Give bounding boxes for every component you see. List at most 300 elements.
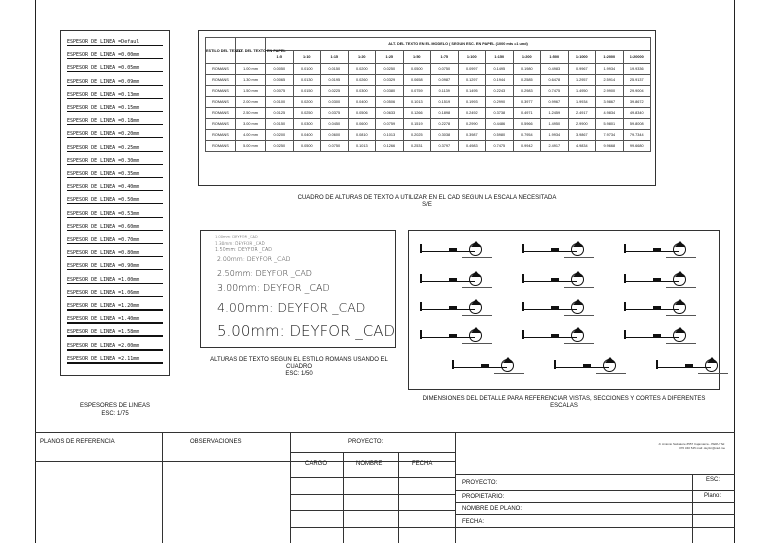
line-weight-sample [67,85,163,86]
value-cell: 0.0150 [293,86,321,97]
table-caption [198,195,656,209]
line-weight-sample [67,362,163,365]
title-block-vline-5 [398,452,399,543]
table-row [206,130,651,141]
height-cell: 3.00 mm [236,119,266,130]
underline [462,257,492,258]
value-cell: 0.0750 [321,141,349,152]
value-cell: 1.4950 [541,119,569,130]
text-style-sample-line: 1.50mm: DEYFOR _CAD [215,248,272,253]
value-cell: 0.0506 [376,97,404,108]
line-weight-label: ESPESOR DE LINEA =2.11mm [67,355,140,362]
propietario-label: PROPIETARIO: [462,494,505,500]
leader-line [625,337,679,338]
style-cell: ROMANS [206,97,236,108]
line-weight-item [67,197,163,204]
detail-reference-symbol [519,325,589,347]
circle-icon [501,359,514,372]
text-style-sample-line: 5.00mm: DEYFOR _CAD [217,322,396,340]
value-cell: 0.3987 [458,130,486,141]
line-weight-sample [67,137,163,138]
value-cell: 3.9867 [596,97,624,108]
line-weight-item [67,131,163,138]
value-cell: 0.0750 [431,64,459,75]
value-cell: 0.0375 [321,108,349,119]
title-block-hline-5 [290,527,455,528]
value-cell: 0.0050 [266,64,294,75]
value-cell: 39.8672 [623,97,651,108]
line-weight-sample [67,217,163,218]
line-weight-sample [67,256,163,257]
value-cell: 2.4917 [541,141,569,152]
value-cell: 0.0100 [293,64,321,75]
scale-header: 1:200 [513,51,541,64]
leader-line [625,251,679,252]
line-weight-label: ESPESOR DE LINEA =0.13mm [67,91,140,98]
line-weight-sample [67,151,163,152]
title-block-vline-6 [692,474,693,543]
underline [564,343,594,344]
value-cell: 0.9967 [568,64,596,75]
value-cell: 0.1495 [486,64,514,75]
underline [462,343,492,344]
value-cell: 0.3797 [431,141,459,152]
table-caption-title: CUADRO DE ALTURAS DE TEXTO A UTILIZAR EN EL CAD SEGUN LA ESCALA NECESITADA [297,195,557,201]
value-cell: 1.2459 [541,108,569,119]
scales-span-header: ALT. DEL TEXTO EN EL MODELO ( SEGUN ESC. EN PAPEL (1000 mts =1 und) [266,38,651,51]
height-cell: 2.00 mm [236,97,266,108]
table-row [206,108,651,119]
line-weight-sample [67,190,163,191]
value-cell: 0.0195 [321,75,349,86]
value-cell: 9.9668 [596,141,624,152]
value-cell: 1.9934 [541,130,569,141]
line-weight-sample [67,296,163,297]
line-weight-sample [67,58,163,59]
leader-line [421,309,475,310]
line-weights-title: ESPESORES DE LINEAS [79,403,151,409]
leader-line [453,367,507,368]
value-cell: 0.4486 [486,119,514,130]
value-cell: 0.6478 [541,75,569,86]
line-weight-sample [67,177,163,178]
underline [494,373,524,374]
value-cell: 0.0225 [321,86,349,97]
underline [564,287,594,288]
line-weight-label: ESPESOR DE LINEA =Defaul [67,39,140,45]
line-weight-label: ESPESOR DE LINEA =1.40mm [67,316,140,323]
label-mark [481,364,489,368]
circle-icon [571,273,584,286]
value-cell: 0.0250 [376,64,404,75]
value-cell: 25.9137 [623,75,651,86]
title-block-hline-3 [290,494,455,495]
leader-line [523,281,577,282]
leader-line [523,337,577,338]
circle-icon [705,359,718,372]
value-cell: 2.9900 [568,119,596,130]
leader-line [523,251,577,252]
style-cell: ROMANS [206,108,236,119]
underline [596,373,626,374]
line-weight-label: ESPESOR DE LINEA =1.06mm [67,289,140,296]
scale-header: 1:2000 [596,51,624,64]
circle-icon [673,273,686,286]
line-weight-label: ESPESOR DE LINEA =0.20mm [67,131,140,138]
value-cell: 0.0400 [348,97,376,108]
value-cell: 1.9934 [596,64,624,75]
col-style-header: ESTILO DEL TEXTO [206,38,236,64]
title-block-divider [35,461,455,462]
value-cell: 0.4983 [541,64,569,75]
table-row [206,97,651,108]
scale-header: 1:25 [376,51,404,64]
line-weight-sample [67,283,163,284]
style-cell: ROMANS [206,86,236,97]
table-row [206,119,651,130]
circle-icon [571,329,584,342]
line-weight-label: ESPESOR DE LINEA =0.53mm [67,210,140,217]
circle-icon [673,243,686,256]
value-cell: 7.9734 [596,130,624,141]
line-weight-sample [67,243,163,244]
scale-header: 1:10 [293,51,321,64]
value-cell: 0.0100 [266,97,294,108]
value-cell: 0.0300 [321,97,349,108]
nombre-label: NOMBRE [356,461,383,467]
fecha-col-label: FECHA [412,461,433,467]
value-cell: 3.9867 [568,130,596,141]
value-cell: 0.4971 [513,108,541,119]
detail-reference-symbol [621,239,691,261]
line-weight-label: ESPESOR DE LINEA =0.60mm [67,223,140,230]
leader-line [523,309,577,310]
value-cell: 0.1944 [486,75,514,86]
value-cell: 0.1519 [431,97,459,108]
proyecto-head-label: PROYECTO: [348,439,384,445]
scale-header: 1:15 [321,51,349,64]
value-cell: 0.0200 [293,97,321,108]
value-cell: 0.2990 [486,97,514,108]
value-cell: 0.2531 [403,141,431,152]
value-cell: 0.0200 [266,130,294,141]
value-cell: 0.7954 [513,130,541,141]
value-cell: 0.7475 [541,86,569,97]
line-weight-sample [67,71,163,72]
scale-header: 1:75 [431,51,459,64]
detail-reference-symbol [519,239,589,261]
value-cell: 0.0810 [348,130,376,141]
value-cell: 1.2957 [568,75,596,86]
underline [666,343,696,344]
detail-reference-symbol [551,355,621,377]
line-weight-sample [67,309,163,311]
scale-header: 1:500 [541,51,569,64]
line-weight-sample [67,203,163,204]
line-weight-label: ESPESOR DE LINEA =0.09mm [67,78,140,85]
underline [462,287,492,288]
line-weight-item [67,105,163,112]
text-style-caption [200,357,398,378]
value-cell: 0.0450 [321,119,349,130]
circle-icon [571,243,584,256]
line-weight-label: ESPESOR DE LINEA =2.00mm [67,342,140,349]
label-mark [551,334,559,338]
height-cell: 5.00 mm [236,141,266,152]
detail-reference-symbol [417,269,487,291]
line-weights-caption [60,402,170,418]
line-weight-item [67,343,163,351]
line-weight-sample [67,230,163,231]
title-block-hline-2 [290,477,455,478]
value-cell: 59.8008 [623,119,651,130]
detail-dimensions-panel [408,230,720,390]
line-weight-item [67,303,163,311]
value-cell: 0.1519 [403,119,431,130]
value-cell: 2.4917 [568,108,596,119]
circle-icon [603,359,616,372]
detail-reference-symbol [621,269,691,291]
value-cell: 0.0329 [376,75,404,86]
line-weight-label: ESPESOR DE LINEA =0.40mm [67,184,140,191]
height-cell: 4.00 mm [236,130,266,141]
col-height-header: ALT. DEL TEXTO EN PAPEL [236,38,266,64]
circle-icon [469,329,482,342]
line-weight-item [67,92,163,99]
text-heights-table [205,37,651,152]
line-weight-sample [67,349,163,351]
underline [462,315,492,316]
line-weight-item [67,329,163,337]
value-cell: 0.0759 [376,119,404,130]
value-cell: 0.0300 [293,119,321,130]
circle-icon [469,273,482,286]
text-style-sample-line: 3.00mm: DEYFOR _CAD [217,283,330,294]
cargo-label: CARGO [305,461,328,467]
text-style-sample-panel [200,230,396,348]
value-cell: 0.0633 [376,108,404,119]
value-cell: 0.2243 [486,86,514,97]
circle-icon [469,301,482,314]
circle-icon [571,301,584,314]
line-weight-label: ESPESOR DE LINEA =0.00mm [67,52,140,59]
fecha-label: FECHA: [462,519,485,525]
value-cell: 0.0150 [321,64,349,75]
height-cell: 1.30 mm [236,75,266,86]
proyecto-label: PROYECTO: [462,480,498,486]
esc-label: ESC: [706,477,721,483]
value-cell: 0.0150 [266,119,294,130]
value-cell: 49.8340 [623,108,651,119]
leader-line [421,337,475,338]
text-heights-table-panel [198,30,656,186]
line-weights-panel [60,30,170,376]
title-block-hline-9 [455,514,735,515]
value-cell: 0.0130 [293,75,321,86]
observaciones-label: OBSERVACIONES [190,439,242,445]
circle-icon [673,329,686,342]
table-row [206,86,651,97]
label-mark [449,278,457,282]
line-weight-label: ESPESOR DE LINEA =1.20mm [67,303,140,309]
value-cell: 0.1266 [403,108,431,119]
label-mark [551,248,559,252]
value-cell: 0.5980 [486,130,514,141]
circle-icon [673,301,686,314]
value-cell: 2.5914 [596,75,624,86]
detail-reference-symbol [417,325,487,347]
line-weight-item [67,171,163,178]
line-weight-item [67,237,163,244]
value-cell: 0.2278 [431,119,459,130]
value-cell: 0.0125 [266,108,294,119]
title-block-hline-6 [455,474,735,475]
line-weight-label: ESPESOR DE LINEA =0.35mm [67,171,140,177]
scale-header: 1:20000 [623,51,651,64]
label-mark [449,334,457,338]
scale-header: 1:150 [486,51,514,64]
value-cell: 0.1495 [458,86,486,97]
label-mark [653,306,661,310]
value-cell: 0.5966 [513,119,541,130]
value-cell: 0.3977 [513,97,541,108]
firm-address: Jr. Antonio Salvatore #557 Cajamarca - PERU Tel: 076 340 545 mail: deyfor@cad.me [658,442,725,450]
line-weight-item [67,250,163,257]
text-style-sample-line: 4.00mm: DEYFOR _CAD [217,300,366,315]
text-style-sample-line: 2.50mm: DEYFOR _CAD [217,269,312,278]
line-weight-item [67,39,163,46]
line-weight-label: ESPESOR DE LINEA =0.80mm [67,250,140,257]
detail-reference-symbol [653,355,723,377]
value-cell: 0.0260 [348,75,376,86]
title-block-vline-1 [162,432,163,543]
value-cell: 0.7475 [486,141,514,152]
leader-line [625,281,679,282]
line-weights-scale: ESC: 1/75 [101,411,129,417]
title-block-hline-10 [455,527,735,528]
value-cell: 0.1297 [458,75,486,86]
label-mark [583,364,591,368]
line-weight-label: ESPESOR DE LINEA =1.00mm [67,276,140,283]
nombre-plano-label: NOMBRE DE PLANO: [462,506,523,512]
label-mark [551,278,559,282]
detail-reference-symbol [449,355,519,377]
underline [698,373,728,374]
style-cell: ROMANS [206,141,236,152]
scale-header: 1:20 [348,51,376,64]
value-cell: 0.1013 [403,97,431,108]
line-weight-item [67,184,163,191]
value-cell: 0.0400 [293,130,321,141]
label-mark [449,248,457,252]
value-cell: 2.9900 [596,86,624,97]
line-weight-sample [67,98,163,99]
label-mark [551,306,559,310]
table-row [206,75,651,86]
value-cell: 0.9967 [541,97,569,108]
line-weight-item [67,118,163,125]
value-cell: 0.9942 [513,141,541,152]
value-cell: 0.0500 [293,141,321,152]
underline [666,315,696,316]
leader-line [421,281,475,282]
value-cell: 1.4950 [568,86,596,97]
label-mark [449,306,457,310]
leader-line [657,367,711,368]
line-weight-item [67,356,163,365]
table-caption-scale: S/E [422,202,432,208]
underline [564,315,594,316]
value-cell: 19.9336 [623,64,651,75]
value-cell: 0.1993 [458,97,486,108]
line-weight-item [67,316,163,324]
line-weight-label: ESPESOR DE LINEA =1.58mm [67,329,140,336]
line-weight-item [67,158,163,165]
leader-line [555,367,609,368]
scale-header: 1:50 [403,51,431,64]
value-cell: 0.2983 [513,86,541,97]
line-weight-label: ESPESOR DE LINEA =0.15mm [67,105,140,111]
label-mark [653,248,661,252]
line-weight-item [67,65,163,72]
circle-icon [469,243,482,256]
value-cell: 99.6680 [623,141,651,152]
scale-header: 1:1000 [568,51,596,64]
line-weight-label: ESPESOR DE LINEA =0.50mm [67,197,140,204]
value-cell: 0.2990 [458,119,486,130]
title-block-hline-8 [455,502,735,503]
title-block-hline-4 [290,510,455,511]
line-weight-sample [67,111,163,112]
line-weight-label: ESPESOR DE LINEA =0.30mm [67,157,140,164]
value-cell: 0.1980 [513,64,541,75]
line-weight-sample [67,322,163,324]
value-cell: 0.0759 [403,86,431,97]
line-weight-item [67,290,163,297]
line-weight-sample [67,269,163,270]
table-row [206,64,651,75]
line-weight-item [67,145,163,152]
line-weight-item [67,263,163,270]
value-cell: 0.2492 [458,108,486,119]
text-style-caption-scale: ESC: 1/50 [285,371,313,377]
scale-header: 1:100 [458,51,486,64]
value-cell: 0.0250 [266,141,294,152]
detail-reference-symbol [519,269,589,291]
height-cell: 1.50 mm [236,86,266,97]
value-cell: 0.1013 [376,130,404,141]
value-cell: 0.0380 [376,86,404,97]
value-cell: 79.7344 [623,130,651,141]
line-weight-sample [67,124,163,125]
value-cell: 0.0300 [348,86,376,97]
underline [564,257,594,258]
line-weight-item [67,79,163,86]
line-weight-item [67,211,163,218]
title-block-hline-1 [290,452,455,453]
line-weight-label: ESPESOR DE LINEA =0.18mm [67,118,140,125]
leader-line [421,251,475,252]
value-cell: 4.9834 [568,141,596,152]
detail-reference-symbol [621,325,691,347]
planos-referencia-label: PLANOS DE REFERENCIA [40,439,115,445]
table-row [206,141,651,152]
style-cell: ROMANS [206,75,236,86]
value-cell: 29.9004 [623,86,651,97]
value-cell: 0.0600 [348,119,376,130]
value-cell: 1.9934 [568,97,596,108]
detail-reference-symbol [417,239,487,261]
